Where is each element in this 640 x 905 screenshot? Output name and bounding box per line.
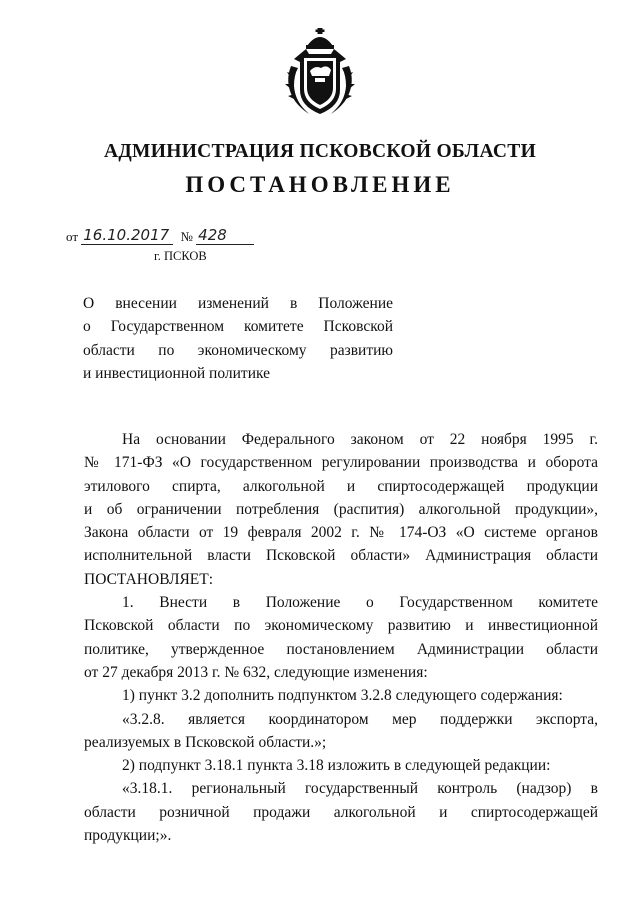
item1-line: Псковской области по экономическому развитию и инвестиционной <box>84 617 598 635</box>
quote2-line: области розничной продажи алкогольной и спиртосодержащей <box>84 803 598 821</box>
document-number: 428 <box>196 227 254 245</box>
quote1-line: «3.2.8. является координатором мер поддержки экспорта, <box>122 710 598 728</box>
subject-line: и инвестиционной политике <box>83 365 271 383</box>
document-type-heading: ПОСТАНОВЛЕНИЕ <box>185 172 455 197</box>
subject-line: области по экономическому развитию <box>83 341 393 359</box>
pskov-oblast-coat-of-arms-icon <box>279 26 361 118</box>
date-prefix: от <box>66 229 79 244</box>
preamble-line: исполнительной власти Псковской области» Администрация области <box>84 547 598 565</box>
subitem2-line: 2) подпункт 3.18.1 пункта 3.18 изложить в следующей редакции: <box>122 757 551 775</box>
subject-line: О внесении изменений в Положение <box>83 295 393 312</box>
preamble-line: этилового спирта, алкогольной и спиртосодержащей продукции <box>84 477 598 495</box>
resolves-line: ПОСТАНОВЛЯЕТ: <box>84 570 214 588</box>
preamble-line: Закона области от 19 февраля 2002 г. № 174-ОЗ «О системе органов <box>84 524 598 542</box>
item1-line: политике, утвержденное постановлением Администрации области <box>84 640 598 658</box>
subject-line: о Государственном комитете Псковской <box>83 318 393 336</box>
preamble-line: № 171-ФЗ «О государственном регулировании производства и оборота <box>84 454 598 472</box>
subitem1-line: 1) пункт 3.2 дополнить подпунктом 3.2.8 следующего содержания: <box>122 687 563 705</box>
document-body <box>84 428 598 847</box>
quote1-line: реализуемых в Псковской области.»; <box>84 733 327 751</box>
item1-line: 1. Внести в Положение о Государственном комитете <box>122 594 598 612</box>
number-prefix: № <box>180 229 193 244</box>
organization-title: АДМИНИСТРАЦИЯ ПСКОВСКОЙ ОБЛАСТИ <box>103 141 537 162</box>
quote2-line: «3.18.1. региональный государственный контроль (надзор) в <box>122 780 598 798</box>
item1-line: от 27 декабря 2013 г. № 632, следующие изменения: <box>84 663 428 681</box>
quote2-line: продукции;». <box>84 827 172 845</box>
preamble-line: и об ограничении потребления (распития) алкогольной продукции», <box>84 500 598 518</box>
document-date: 16.10.2017 <box>81 227 173 245</box>
document-meta <box>66 227 254 249</box>
document-subject <box>83 292 393 386</box>
preamble-line: На основании Федерального законом от 22 ноября 1995 г. <box>122 431 598 448</box>
document-city: г. ПСКОВ <box>154 249 207 263</box>
